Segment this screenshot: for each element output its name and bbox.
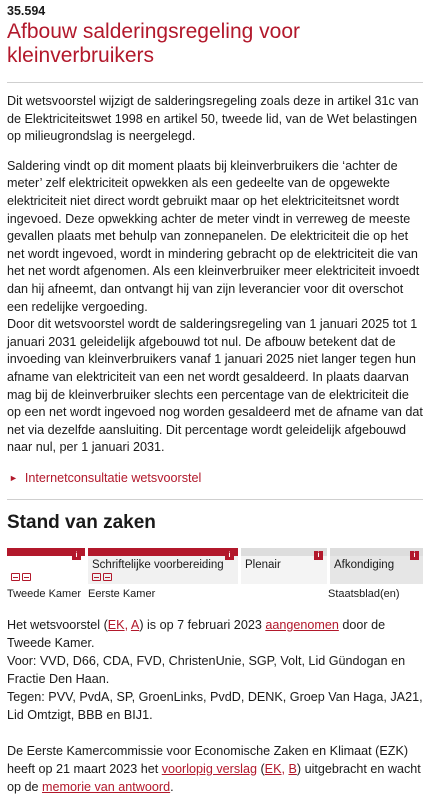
ek-link[interactable]: EK <box>107 617 125 632</box>
page-title: Afbouw salderingsregeling voor kleinverbruikers <box>7 20 301 67</box>
intro-paragraph: Dit wetsvoorstel wijzigt de salderingsregeling zoals deze in artikel 31c van de Elektriciteitswet 1998 en artikel 50, tweede lid, van de Wet belastingen op milieugrondslag is neergelegd. <box>7 94 419 144</box>
internetconsultatie-link[interactable] <box>7 471 423 485</box>
stand-van-zaken-heading: Stand van zaken <box>7 511 156 533</box>
stage-label: Schriftelijke voorbereiding <box>92 558 224 571</box>
stage-label: Afkondiging <box>334 558 395 571</box>
chamber-tweede-kamer: Tweede Kamer <box>7 587 81 600</box>
status-tegen: Tegen: PVV, PvdA, SP, GroenLinks, PvdD, DENK, Groep Van Haga, JA21, Lid Omtzigt, BBB en BIJ1. <box>7 689 423 722</box>
stage-afkondiging[interactable] <box>330 548 423 584</box>
voorlopig-verslag-link[interactable]: voorlopig verslag <box>161 761 257 776</box>
document-number: 35.594 <box>7 4 46 18</box>
chamber-eerste-kamer: Eerste Kamer <box>88 587 156 600</box>
status-voor: Voor: VVD, D66, CDA, FVD, ChristenUnie, SGP, Volt, Lid Gündogan en Fractie Den Haan. <box>7 653 406 686</box>
document-icon[interactable] <box>92 573 101 581</box>
info-icon[interactable]: i <box>225 551 234 560</box>
divider <box>7 499 423 500</box>
status-eerste-kamer: De Eerste Kamercommissie voor Economische Zaken en Klimaat (EZK) heeft op 21 maart 2023 het voorlopig verslag (EK, B) uitgebracht en wacht op de memorie van antwoord. <box>7 743 421 794</box>
stage-plenair[interactable] <box>241 548 327 584</box>
info-icon[interactable]: i <box>72 551 81 560</box>
description-paragraph-2: Door dit wetsvoorstel wordt de salderingsregeling van 1 januari 2025 tot 1 januari 2031 geleidelijk afgebouwd tot nul. De afbouw betekent dat de invoeding van kleinverbruikers vanaf 1 januari 2025 niet langer tegen hun afname van elektriciteit van een net wordt gesaldeerd. In plaats daarvan mag bij de kleinverbruiker slechts een percentage van de elektriciteit die op een net wordt ingevoed nog worden gesaldeerd met de afname van dat net via dezelfde aansluiting. Dit percentage wordt geleidelijk afgebouwd naar nul, per 1 januari 2031. <box>7 317 423 455</box>
document-a-link[interactable]: A <box>130 617 140 632</box>
info-icon[interactable]: i <box>314 551 323 560</box>
memorie-van-antwoord-link[interactable]: memorie van antwoord <box>42 779 171 794</box>
status-line-aangenomen: Het wetsvoorstel (EK, A) is op 7 februari 2023 aangenomen door de Tweede Kamer. <box>7 617 386 650</box>
document-b-link[interactable]: B <box>288 761 297 776</box>
chamber-staatsblad: Staatsblad(en) <box>328 587 400 600</box>
description-paragraph-1: Saldering vindt op dit moment plaats bij kleinverbruikers die ‘achter de meter’ zelf elektriciteit opwekken als een gedeelte van de opgewekte elektriciteit niet direct wordt gebruikt maar op het elektriciteitsnet wordt ingevoed. Deze opwekking achter de meter vindt in verreweg de meeste gevallen plaats met behulp van zonnepanelen. De elektriciteit die op het net wordt ingevoed, wordt in mindering gebracht op de elektriciteit die van het net wordt afgenomen. Als een kleinverbruiker meer elektriciteit invoedt dan hij afneemt, dan ontvangt hij van zijn leverancier voor dit overschot een redelijke vergoeding. <box>7 158 420 314</box>
chevron-right-icon: ► <box>9 472 18 483</box>
internetconsultatie-link-label: Internetconsultatie wetsvoorstel <box>24 470 202 485</box>
stage-schriftelijke-voorbereiding[interactable] <box>88 548 238 584</box>
aangenomen-link[interactable]: aangenomen <box>265 617 339 632</box>
ek-link[interactable]: EK <box>264 761 282 776</box>
stage-tweede-kamer[interactable] <box>7 548 85 584</box>
divider <box>7 82 423 83</box>
legislative-timeline <box>7 548 423 584</box>
stage-label: Plenair <box>245 558 281 571</box>
stage-progress-bar <box>88 548 238 556</box>
document-icon[interactable] <box>103 573 112 581</box>
chamber-labels <box>7 588 423 604</box>
info-icon[interactable]: i <box>410 551 419 560</box>
status-section <box>7 616 423 796</box>
document-icon[interactable] <box>11 573 20 581</box>
document-icon[interactable] <box>22 573 31 581</box>
